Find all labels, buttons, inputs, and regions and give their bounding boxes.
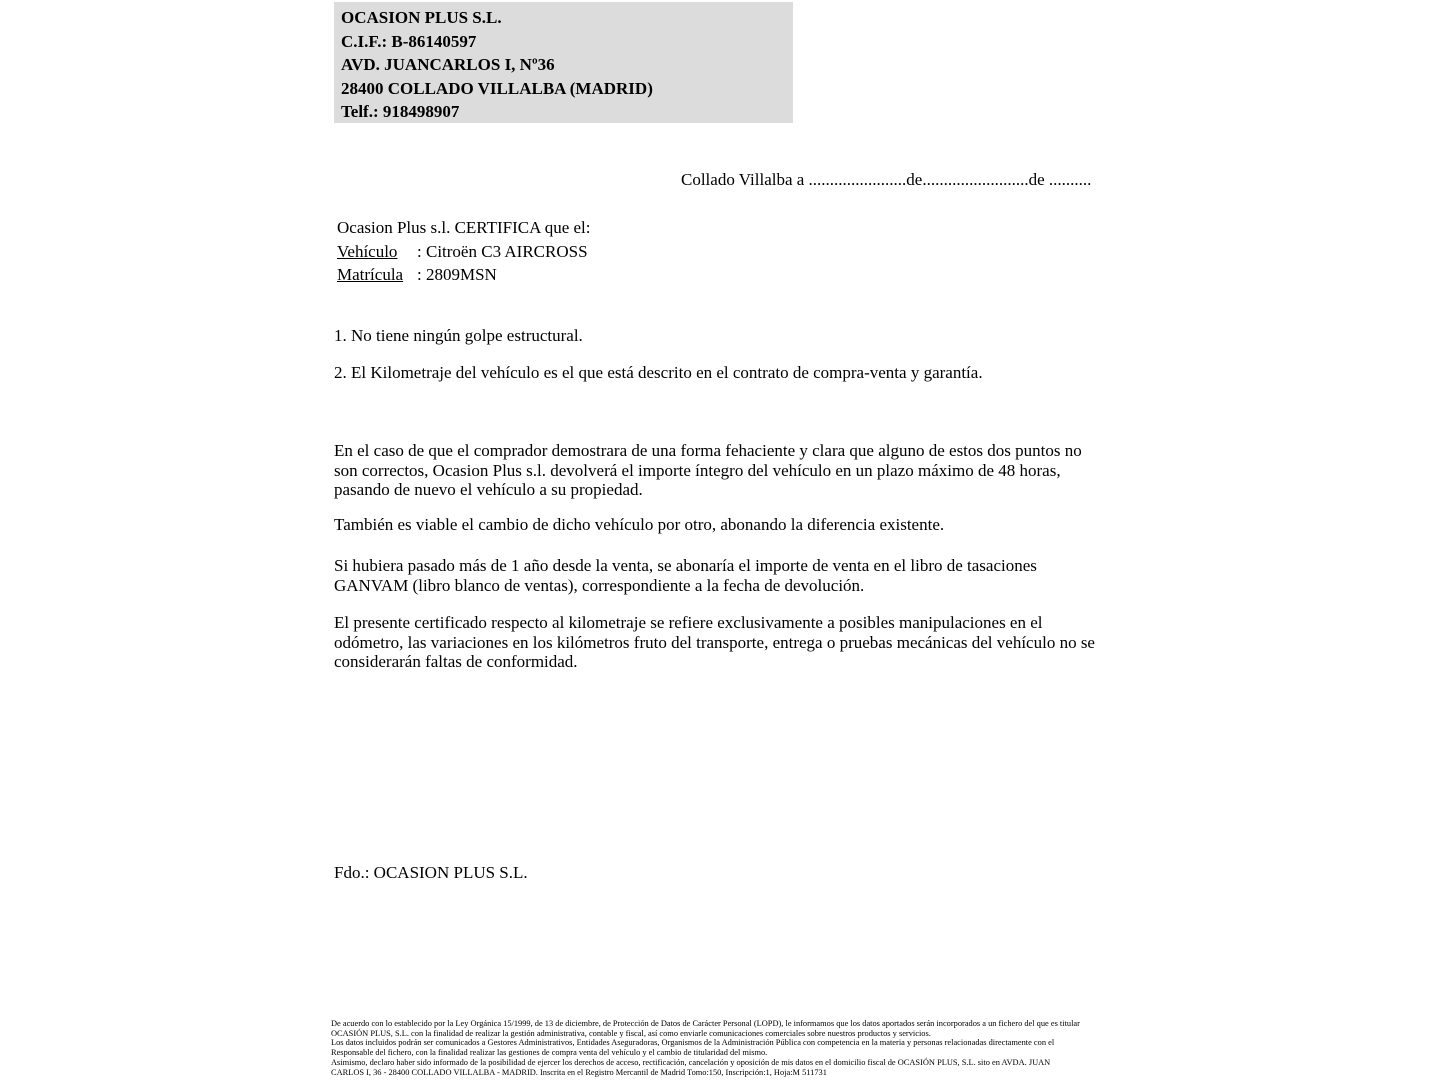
legal-footer-line-6: CARLOS I, 36 - 28400 COLLADO VILLALBA - MADRID. Inscrita en el Registro Mercantil de Madrid Tomo:150, Inscripción:1, Hoja:M 511731 [331, 1067, 827, 1077]
company-name: OCASION PLUS S.L. [341, 8, 502, 27]
signature-line: Fdo.: OCASION PLUS S.L. [334, 863, 528, 882]
paragraph-exchange-option: También es viable el cambio de dicho vehículo por otro, abonando la diferencia existente. [334, 515, 945, 534]
certification-intro: Ocasion Plus s.l. CERTIFICA que el: [337, 218, 591, 237]
legal-footer-line-5: Asimismo, declaro haber sido informado de la posibilidad de ejercer los derechos de acceso, rectificación, cancelación y oposición de mis datos en el domicilio fiscal de OCASIÓN PLUS, S.L. sito en AVDA. JUAN [331, 1057, 1051, 1067]
paragraph-ganvam-valuation: Si hubiera pasado más de 1 año desde la venta, se abonaría el importe de venta en el libro de tasaciones GANVAM (libro blanco de ventas), correspondiente a la fecha de devolución. [334, 556, 1037, 595]
legal-footer [331, 1019, 1111, 1077]
legal-footer-line-1: De acuerdo con lo establecido por la Ley Orgánica 15/1999, de 13 de diciembre, de Protección de Datos de Carácter Personal (LOPD), le informamos que los datos aportados serán incorporados a un fichero del que es titular [331, 1019, 1080, 1028]
company-phone: Telf.: 918498907 [341, 102, 460, 121]
company-address: AVD. JUANCARLOS I, Nº36 [341, 55, 555, 74]
certification-block [337, 216, 591, 287]
paragraph-refund-terms: En el caso de que el comprador demostrara de una forma fehaciente y clara que alguno de estos dos puntos no son correctos, Ocasion Plus s.l. devolverá el importe íntegro del vehículo en un plazo máximo de 48 horas, pasando de nuevo el vehículo a su propiedad. [334, 441, 1082, 500]
field-vehiculo [337, 240, 591, 264]
condition-point-1: 1. No tiene ningún golpe estructural. [334, 326, 583, 345]
company-cif: C.I.F.: B-86140597 [341, 31, 477, 51]
legal-footer-line-4: Responsable del fichero, con la finalidad realizar las gestiones de compra venta del vehículo y el cambio de titularidad del mismo. [331, 1048, 768, 1058]
paragraph-odometer-disclaimer: El presente certificado respecto al kilometraje se refiere exclusivamente a posibles manipulaciones en el odómetro, las variaciones en los kilómetros fruto del transporte, entrega o pruebas mecánicas del vehículo no se considerarán faltas de conformidad. [334, 613, 1095, 672]
company-city: 28400 COLLADO VILLALBA (MADRID) [341, 78, 653, 98]
field-matricula-value: 2809MSN [425, 265, 497, 285]
company-letterhead [334, 2, 793, 123]
legal-footer-line-3: Los datos incluidos podrán ser comunicados a Gestores Administrativos, Entidades Aseguradoras, Organismos de la Administración Pública con competencia en la materia y personas relacionadas directamente con el [331, 1038, 1055, 1048]
field-matricula-separator: : [417, 265, 422, 285]
legal-footer-line-2: OCASIÓN PLUS, S.L. con la finalidad de realizar la gestión administrativa, contable y fiscal, así como enviarle comunicaciones comerciales sobre nuestros productos y servicios. [331, 1028, 931, 1038]
field-vehiculo-separator: : [417, 241, 422, 261]
condition-point-2: 2. El Kilometraje del vehículo es el que está descrito en el contrato de compra-venta y garantía. [334, 363, 983, 382]
field-vehiculo-label: Vehículo [337, 241, 398, 261]
field-vehiculo-value: Citroën C3 AIRCROSS [425, 241, 588, 261]
date-line: Collado Villalba a .......................de.........................de .......... [681, 170, 1092, 189]
field-matricula-label: Matrícula [337, 265, 404, 285]
field-matricula [337, 263, 591, 287]
